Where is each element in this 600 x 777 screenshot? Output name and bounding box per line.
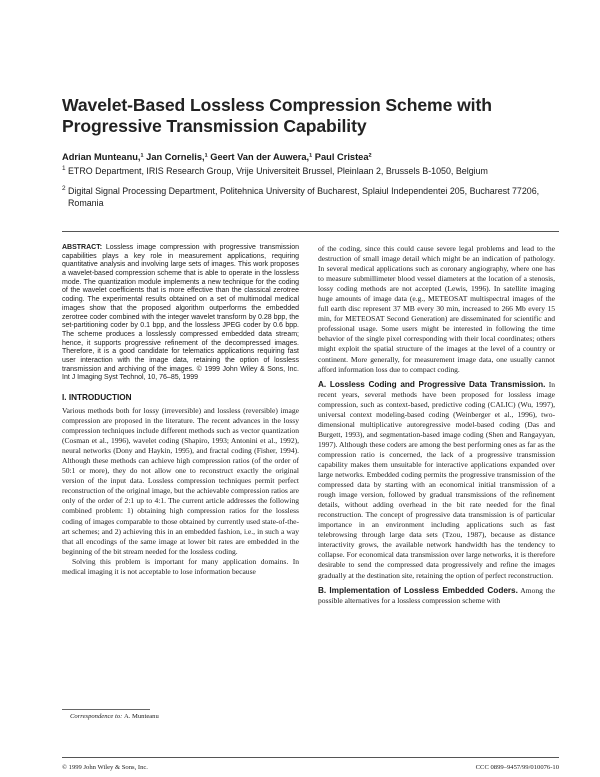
intro-paragraph-1: Various methods both for lossy (irreversible) and lossless (reversible) image compression are proposed in the literature. The recent advances in the lossy compression techniques include different methods such as vector quantization (Cosman et al., 1996), wavelet coding (Shapiro, 1993; Antonini et al., 1992), neural networks (Dony and Haykin, 1995), and fractal coding (Fisher, 1994). Although these methods can achieve high compression ratios (of the order of 50:1 or more), they do not allow one to reconstruct exactly the original version of the input data. Lossless compression techniques permit perfect reconstruction of the original image, but the achievable compression ratios are only of the order of 2:1 up to 4:1. The current article addresses the following combined problem: 1) obtaining high compression ratios for the lossless coding of images comparable to those obtained by currently used state-of-the-art schemes; and 2) achieving this in an embedded fashion, i.e., in such a way that all encodings of the same image at lower bit rates are embedded in the beginning of the bit stream needed for the lossless coding.	[62, 406, 299, 556]
footnote-name: A. Munteanu	[123, 713, 159, 720]
affiliation-2-text: Digital Signal Processing Department, Politehnica University of Bucharest, Splaiul Independentei 205, Bucharest 77206, Romania	[68, 186, 540, 208]
abstract-label: ABSTRACT:	[62, 244, 103, 251]
ccc-code: CCC 0899–9457/99/010076-10	[475, 764, 559, 771]
affiliation-1-number: 1	[62, 165, 66, 172]
affiliation-1	[62, 166, 562, 178]
section-a-text: In recent years, several methods have been proposed for lossless image compression, such as context-based, predictive coding (CALIC) (Wu, 1997), universal context modeling-based coding (Weinberger et al., 1996), two-dimensional multiplicative autoregressive model-based coding (Das and Burgett, 1993), and segmentation-based image coding (Shen and Rangayyan, 1997). Although these coders are among the best performing ones as far as the compression ratio is concerned, the lack of a progressive transmission capability makes them unsuitable for interactive applications expanded over large networks. Embedded coding permits the progressive transmission of the compressed data by starting with an economical initial transmission of a rough image version, followed by gradual transmissions of the refinement details, without adding overhead in the bit rate needed for the final reconstruction. The concept of progressive data transmission is of particular importance in an environment including applications such as fast telebrowsing through large data sets (Tzou, 1987), because as distance interactivity grows, the available network handwidth has the tendency to collapse. For economical data transmission over large networks, it is therefore desirable to send the compressed data progressively and refine the images gradually at the destination site, retaining the option of perfect reconstruction.	[318, 379, 555, 580]
author-list: Adrian Munteanu,¹ Jan Cornelis,¹ Geert Van der Auwera,¹ Paul Cristea²	[62, 152, 372, 162]
abstract	[62, 244, 299, 383]
header-divider	[62, 231, 559, 232]
section-b-text: Among the possible alternatives for a lossless compression scheme with	[318, 585, 555, 605]
section-heading-introduction: I. INTRODUCTION	[62, 393, 132, 402]
affiliation-1-text: ETRO Department, IRIS Research Group, Vrije Universiteit Brussel, Pleinlaan 2, Brussels B-1050, Belgium	[68, 166, 488, 176]
right-paragraph-1: of the coding, since this could cause severe legal problems and lead to the destruction of small image detail which might be an indication of pathology. In several medical applications such as coronary angiography, where one has to measure submillimeter blood vessel diameters at the location of a stenosis, lossy coding methods are not accepted (Lewis, 1996). In satellite imaging huge amounts of image data (e.g., METEOSAT multispectral images of the full earth disc represent 37 MB every 30 min, increased to 266 Mb every 15 min, for METEOSAT Second Generation) are disseminated for scientific and professional usage. Some users might be interested in following the time behavior of the single pixel corresponding with their local coordinates; others might exploit the spatial structure of the images at the level of a country or continent. More generally, for measurement image data, one usually cannot afford information loss due to compact coding.	[318, 244, 555, 374]
footnote-label: Correspondence to:	[70, 713, 123, 720]
right-column	[318, 244, 555, 606]
section-a	[318, 380, 555, 581]
section-a-heading: A. Lossless Coding and Progressive Data Transmission.	[318, 379, 546, 389]
affiliation-2	[62, 186, 562, 209]
footer-divider	[62, 757, 559, 758]
section-b-heading: B. Implementation of Lossless Embedded Coders.	[318, 585, 518, 595]
abstract-text: Lossless image compression with progressive transmission capabilities plays a key role in measurement applications, requiring quantitative analysis and involving large sets of images. This work proposes a wavelet-based compression scheme that is able to operate in the lossless mode. The quantization module implements a new technique for the coding of the wavelet coefficients that is more effective than the classical zerotree coding. The experimental results obtained on a set of multimodal medical images show that the proposed algorithm outperforms the embedded zerotree coder combined with the integer wavelet transform by 0.28 bpp, the set-partitioning coder by 0.1 bpp, and the lossless JPEG coder by 0.6 bpp. The scheme produces a losslessly compressed embedded data stream; hence, it supports progressive refinement of the decompressed images. Therefore, it is a good candidate for telematics applications requiring fast user interaction with the image data, retaining the option of lossless transmission and archiving of the images. © 1999 John Wiley & Sons, Inc. Int J Imaging Syst Technol, 10, 76–85, 1999	[62, 244, 299, 382]
footnote-divider	[62, 709, 150, 710]
affiliation-2-number: 2	[62, 185, 66, 192]
copyright-notice: © 1999 John Wiley & Sons, Inc.	[62, 764, 148, 771]
correspondence-footnote	[70, 713, 159, 720]
intro-paragraph-2: Solving this problem is important for many application domains. In medical imaging it is not acceptable to lose information because	[62, 556, 299, 576]
left-column	[62, 244, 299, 577]
section-b	[318, 586, 555, 606]
paper-title: Wavelet-Based Lossless Compression Scheme with Progressive Transmission Capability	[62, 95, 492, 136]
